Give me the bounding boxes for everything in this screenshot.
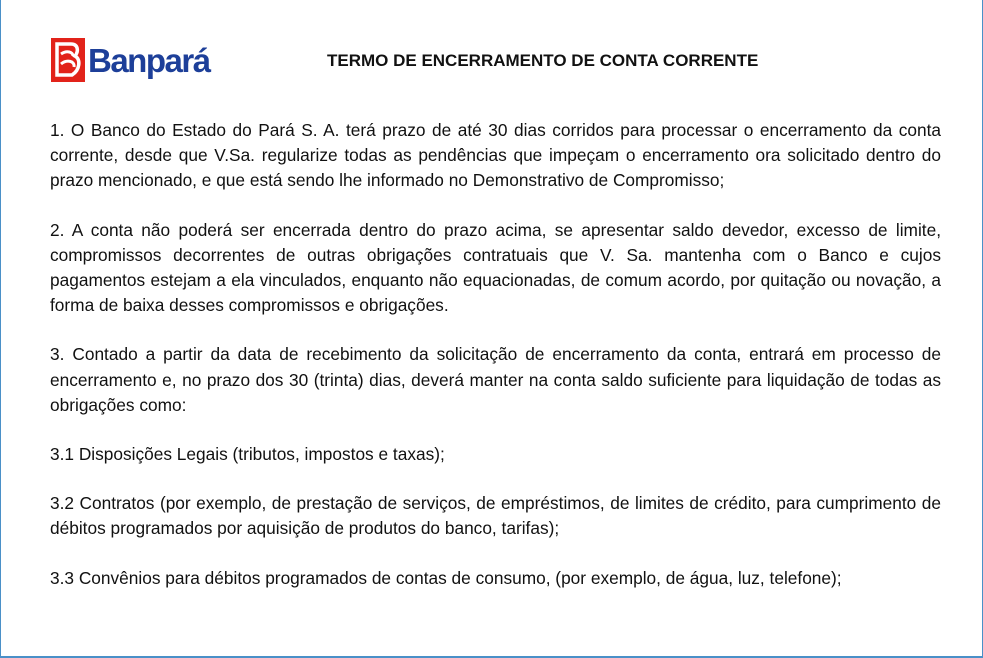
paragraph-3: 3. Contado a partir da data de recebimento da solicitação de encerramento da conta, entrará em processo de encerramento e, no prazo dos 30 (trinta) dias, deverá manter na conta saldo suficiente para liquidação de todas as obrigações como: [50,344,941,415]
paragraph-3-1: 3.1 Disposições Legais (tributos, impostos e taxas); [50,444,445,465]
banpara-logo-mark-icon [51,38,85,82]
document-body [50,118,941,615]
banpara-logo [51,36,210,84]
paragraph-3-3: 3.3 Convênios para débitos programados de contas de consumo, (por exemplo, de água, luz, telefone); [50,567,842,588]
paragraph-3-2: 3.2 Contratos (por exemplo, de prestação de serviços, de empréstimos, de limites de crédito, para cumprimento de débitos programados por aquisição de produtos do banco, tarifas); [50,493,941,539]
paragraph-2: 2. A conta não poderá ser encerrada dentro do prazo acima, se apresentar saldo devedor, excesso de limite, compromissos decorrentes de outras obrigações contratuais que V. Sa. mantenha com o Banco e cujos pagamentos estejam a ela vinculados, enquanto não equacionadas, de comum acordo, por quitação ou novação, a forma de baixa desses compromissos e obrigações. [50,219,941,316]
logo-wordmark: Banpará [88,41,210,79]
paragraph-1: 1. O Banco do Estado do Pará S. A. terá prazo de até 30 dias corridos para processar o encerramento da conta corrente, desde que V.Sa. regularize todas as pendências que impeçam o encerramento ora solicitado dentro do prazo mencionado, e que está sendo lhe informado no Demonstrativo de Compromisso; [50,120,941,191]
document-title: TERMO DE ENCERRAMENTO DE CONTA CORRENTE [327,51,759,70]
